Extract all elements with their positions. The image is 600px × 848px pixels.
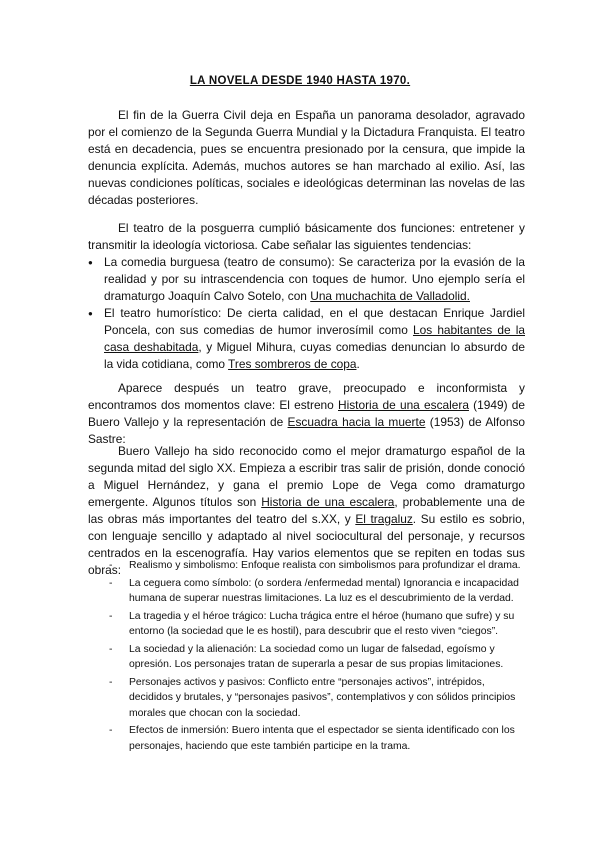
list-item: - La ceguera como símbolo: (o sordera /enfermedad mental) Ignorancia e incapacidad humana de superar nuestras limitaciones. La luz es el descubrimiento de la verdad. (109, 576, 525, 607)
section-posguerra (88, 220, 525, 373)
bullet-text: La comedia burguesa (teatro de consumo): Se caracteriza por la evasión de la realidad y por su intrascendencia con toques de humor. Uno ejemplo sería el dramaturgo Joaquín Calvo Sotelo, con (104, 255, 525, 303)
paragraph-text: . Su estilo es sobrio, con lenguaje sencillo y adaptado al nivel sociocultural del personaje, y recursos centrados en la escenografía. Hay varios elementos que se repiten en todas sus obras: (88, 512, 525, 577)
paragraph-posguerra: El teatro de la posguerra cumplió básicamente dos funciones: entretener y transmitir la ideología victoriosa. Cabe señalar las siguientes tendencias: (88, 221, 525, 252)
paragraph-text: Buero Vallejo ha sido reconocido como el mejor dramaturgo español de la segunda mitad del siglo XX. Empieza a escribir tras salir de prisión, donde conoció a Miguel Hernández, y gana el premio Lope de Vega como dramaturgo emergente. Algunos títulos son (88, 444, 525, 509)
paragraph-text: , probablemente una de las obras más importantes del teatro del s.XX, y (88, 495, 526, 526)
list-item: - La tragedia y el héroe trágico: Lucha trágica entre el héroe (humano que sufre) y su entorno (la sociedad que le es hostil), para descubrir que el resto viven “ciegos”. (109, 609, 525, 640)
work-title: Historia de una escalera (338, 398, 469, 412)
paragraph-intro: El fin de la Guerra Civil deja en España un panorama desolador, agravado por el comienzo de la Segunda Guerra Mundial y la Dictadura Franquista. El teatro está en decadencia, pues se encuentra presionado por la censura, que impide la denuncia explícita. Además, muchos autores se han marchado al exilio. Así, las nuevas condiciones políticas, sociales e ideológicas determinan las novelas de las décadas posteriores. (88, 108, 525, 207)
list-item: - La sociedad y la alienación: La sociedad como un lugar de falsedad, egoísmo y opresión. Los personajes tratan de superarla a pesar de sus propias limitaciones. (109, 642, 525, 673)
paragraph-teatro-grave (88, 380, 525, 448)
elementos-list (109, 558, 525, 754)
list-item-teatro-humoristico (88, 305, 525, 373)
work-title: Tres sombreros de copa (228, 357, 357, 371)
work-title: Los habitantes de la casa deshabitada (104, 323, 525, 354)
bullet-text: . (356, 357, 360, 371)
paragraph-text: Aparece después un teatro grave, preocupado e inconformista y encontramos dos momentos clave: El estreno (88, 381, 525, 412)
paragraph-text: (1949) de Buero Vallejo y la representación de (88, 398, 525, 429)
list-item: - Realismo y simbolismo: Enfoque realista con simbolismos para profundizar el drama. (109, 558, 525, 574)
list-item: - Efectos de inmersión: Buero intenta que el espectador se sienta identificado con los personajes, haciendo que este también participe en la trama. (109, 723, 525, 754)
work-title: El tragaluz (355, 512, 413, 526)
tendencias-list (88, 254, 525, 373)
work-title: Historia de una escalera (261, 495, 395, 509)
bullet-text: , y Miguel Mihura, cuyas comedias denuncian lo absurdo de la vida cotidiana, como (104, 340, 525, 371)
bullet-text: El teatro humorístico: De cierta calidad, en el que destacan Enrique Jardiel Poncela, con sus comedias de humor inverosímil como (104, 306, 525, 337)
list-item-comedia-burguesa (88, 254, 525, 305)
work-title: Escuadra hacia la muerte (287, 415, 426, 429)
paragraph-text: (1953) de Alfonso Sastre: (88, 415, 525, 446)
work-title: Una muchachita de Valladolid. (310, 289, 470, 303)
list-item: - Personajes activos y pasivos: Conflicto entre “personajes activos”, intrépidos, decididos y brutales, y “personajes pasivos”, contemplativos y con sólidos principios morales que chocan con la sociedad. (109, 675, 525, 722)
document-title: LA NOVELA DESDE 1940 HASTA 1970. (189, 75, 411, 87)
elementos-list-block (109, 558, 525, 756)
